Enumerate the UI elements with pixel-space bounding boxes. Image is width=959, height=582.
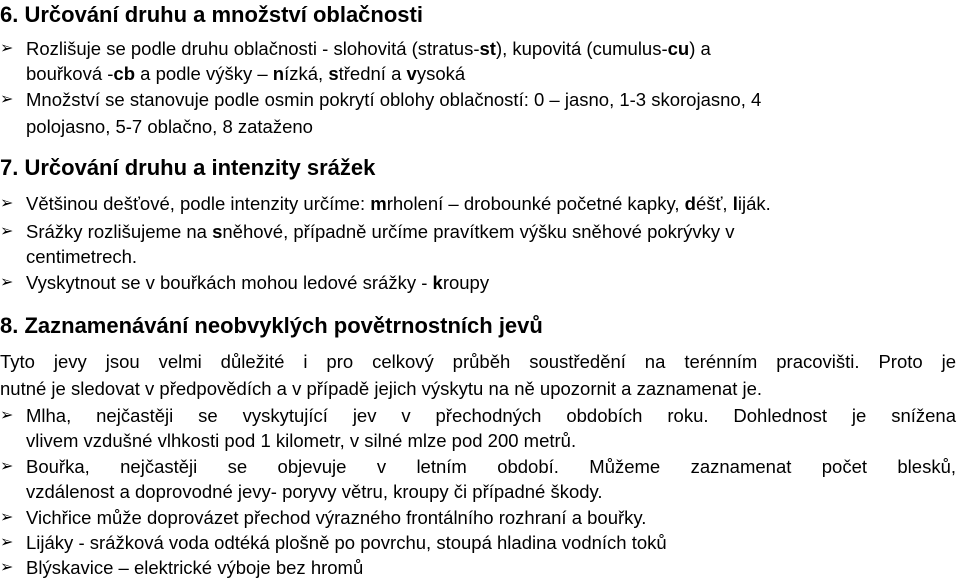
- bullet-arrow-icon: ➢: [0, 195, 14, 212]
- section-8-bullet-5: Blýskavice – elektrické výboje bez hromů: [26, 557, 364, 578]
- section-7-heading: 7. Určování druhu a intenzity srážek: [0, 155, 376, 180]
- bullet-arrow-icon: ➢: [0, 534, 14, 551]
- section-6-bullet-1-line-1: Rozlišuje se podle druhu oblačnosti - slohovitá (stratus-st), kupovitá (cumulus-cu) a: [26, 38, 711, 59]
- section-7-bullet-2-line-1: Srážky rozlišujeme na sněhové, případně určíme pravítkem výšku sněhové pokrývky v: [26, 221, 735, 242]
- section-8-paragraph-line-1: Tyto jevy jsou velmi důležité i pro celkový průběh soustředění na terénním pracovišti. Proto je: [0, 351, 956, 372]
- section-7-bullet-2-line-2: centimetrech.: [26, 246, 138, 267]
- section-6-bullet-1-line-2: bouřková -cb a podle výšky – nízká, střední a vysoká: [26, 63, 466, 84]
- section-6-bullet-2-line-1: Množství se stanovuje podle osmin pokrytí oblohy oblačností: 0 – jasno, 1-3 skorojasno, 4: [26, 89, 762, 110]
- bullet-arrow-icon: ➢: [0, 458, 14, 475]
- section-7-bullet-3: Vyskytnout se v bouřkách mohou ledové srážky - kroupy: [26, 272, 490, 293]
- section-7-bullet-1: Většinou dešťové, podle intenzity určíme: mrholení – drobounké početné kapky, déšť, liják.: [26, 193, 771, 214]
- section-8-paragraph-line-2: nutné je sledovat v předpovědích a v případě jejich výskytu na ně upozornit a zaznamenat je.: [0, 378, 763, 399]
- section-6-bullet-2-line-2: polojasno, 5-7 oblačno, 8 zataženo: [26, 116, 313, 137]
- section-8-bullet-1-line-2: vlivem vzdušné vlhkosti pod 1 kilometr, v silné mlze pod 200 metrů.: [26, 430, 577, 451]
- bullet-arrow-icon: ➢: [0, 509, 14, 526]
- section-8-bullet-3: Vichřice může doprovázet přechod výrazného frontálního rozhraní a bouřky.: [26, 507, 647, 528]
- bullet-arrow-icon: ➢: [0, 274, 14, 291]
- bullet-arrow-icon: ➢: [0, 91, 14, 108]
- section-8-heading: 8. Zaznamenávání neobvyklých povětrnostních jevů: [0, 313, 543, 338]
- bullet-arrow-icon: ➢: [0, 223, 14, 240]
- section-8-bullet-2-line-2: vzdálenost a doprovodné jevy- poryvy větru, kroupy či případné škody.: [26, 481, 603, 502]
- section-8-bullet-2-line-1: Bouřka, nejčastěji se objevuje v letním období. Můžeme zaznamenat počet blesků,: [26, 456, 956, 477]
- section-6-heading: 6. Určování druhu a množství oblačnosti: [0, 2, 423, 27]
- bullet-arrow-icon: ➢: [0, 40, 14, 57]
- section-8-bullet-1-line-1: Mlha, nejčastěji se vyskytující jev v přechodných obdobích roku. Dohlednost je snížena: [26, 405, 956, 426]
- section-8-bullet-4: Lijáky - srážková voda odtéká plošně po povrchu, stoupá hladina vodních toků: [26, 532, 667, 553]
- bullet-arrow-icon: ➢: [0, 559, 14, 576]
- bullet-arrow-icon: ➢: [0, 407, 14, 424]
